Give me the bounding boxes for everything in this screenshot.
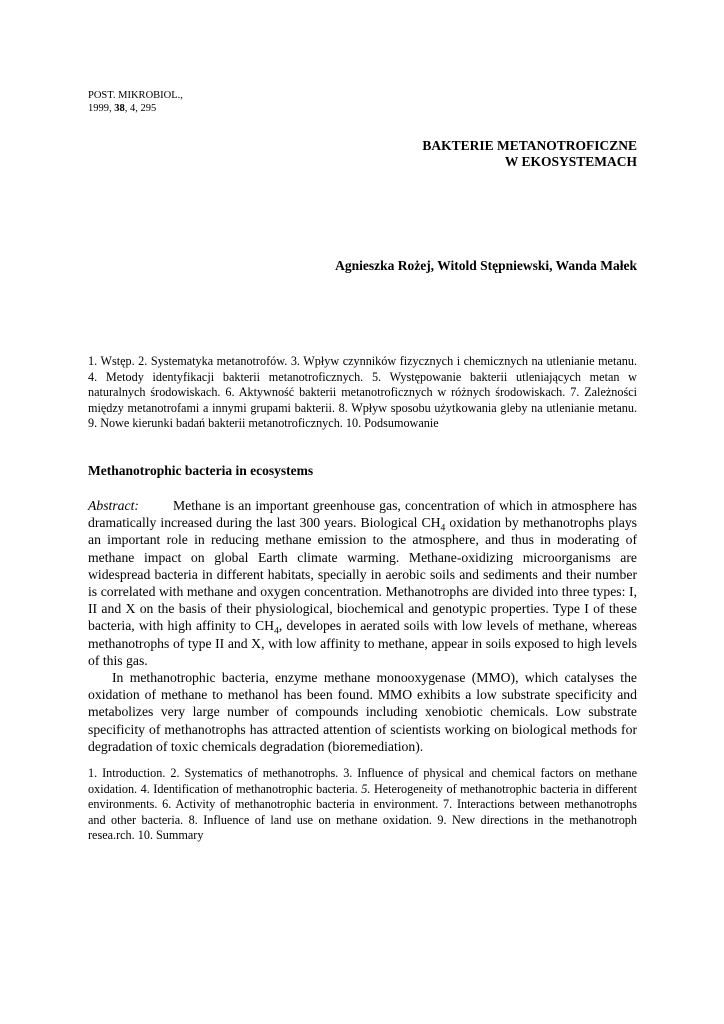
journal-reference [88,89,183,115]
title-line-1: BAKTERIE METANOTROFICZNE [422,138,637,153]
abstract [88,497,637,755]
title-line-2: W EKOSYSTEMACH [504,154,637,169]
abstract-label: Abstract: [88,498,139,513]
authors: Agnieszka Rożej, Witold Stępniewski, Wanda Małek [335,258,637,273]
article-title [422,138,637,170]
abstract-paragraph-2: In methanotrophic bacteria, enzyme methane monooxygenase (MMO), which catalyses the oxidation of methane to methanol has been found. MMO exhibits a low substrate specificity and metabolizes very large number of compounds including xenobiotic chemicals. Low substrate specificity of methanotrophs has attracted attention of scientists working on biological methods for degradation of toxic chemicals degradation (bioremediation). [88,670,637,754]
contents-polish: 1. Wstęp. 2. Systematyka metanotrofów. 3. Wpływ czynników fizycznych i chemicznych na utlenianie metanu. 4. Metody identyfikacji bakterii metanotroficznych. 5. Występowanie bakterii utleniających metan w naturalnych środowiskach. 6. Aktywność bakterii metanotroficznych w różnych środowiskach. 7. Zależności między metanotrofami a innymi grupami bakterii. 8. Wpływ sposobu użytkowania gleby na utlenianie metanu. 9. Nowe kierunki badań bakterii metanotroficznych. 10. Podsumowanie [88,354,637,431]
english-title: Methanotrophic bacteria in ecosystems [88,463,314,478]
journal-issue: 1999, 38, 4, 295 [88,103,157,114]
contents-english: 1. Introduction. 2. Systematics of methanotrophs. 3. Influence of physical and chemical factors on methane oxidation. 4. Identification of methanotrophic bacteria. 5. Heterogeneity of methanotrophic bacteria in different environments. 6. Activity of methanotrophic bacteria in environment. 7. Interactions between methanotrophs and other bacteria. 8. Influence of land use on methane oxidation. 9. New directions in the methanotroph resea.rch. 10. Summary [88,766,638,843]
abstract-paragraph-1: Abstract: Methane is an important greenhouse gas, concentration of which in atmosphere has dramatically increased during the last 300 years. Biological $CH_4$ oxidation by methanotrophs plays an important role in reducing methane emission to the atmosphere, and thus in moderating of methane impact on global Earth climate warming. Methane-oxidizing microorganisms are widespread bacteria in different habitats, specially in aerobic soils and sediments and their number is correlated with methane and oxygen concentration. Methanotrophs are divided into three types: I, II and X on the basis of their physiological, biochemical and genotypic properties. Type I of these bacteria, with high affinity to $CH_4$, developes in aerated soils with low levels of methane, whereas methanotrophs of type II and X, with low affinity to methane, appear in soils exposed to high levels of this gas. [88,498,637,668]
journal-volume: 38 [114,103,125,114]
journal-name: POST. MIKROBIOL., [88,90,183,101]
